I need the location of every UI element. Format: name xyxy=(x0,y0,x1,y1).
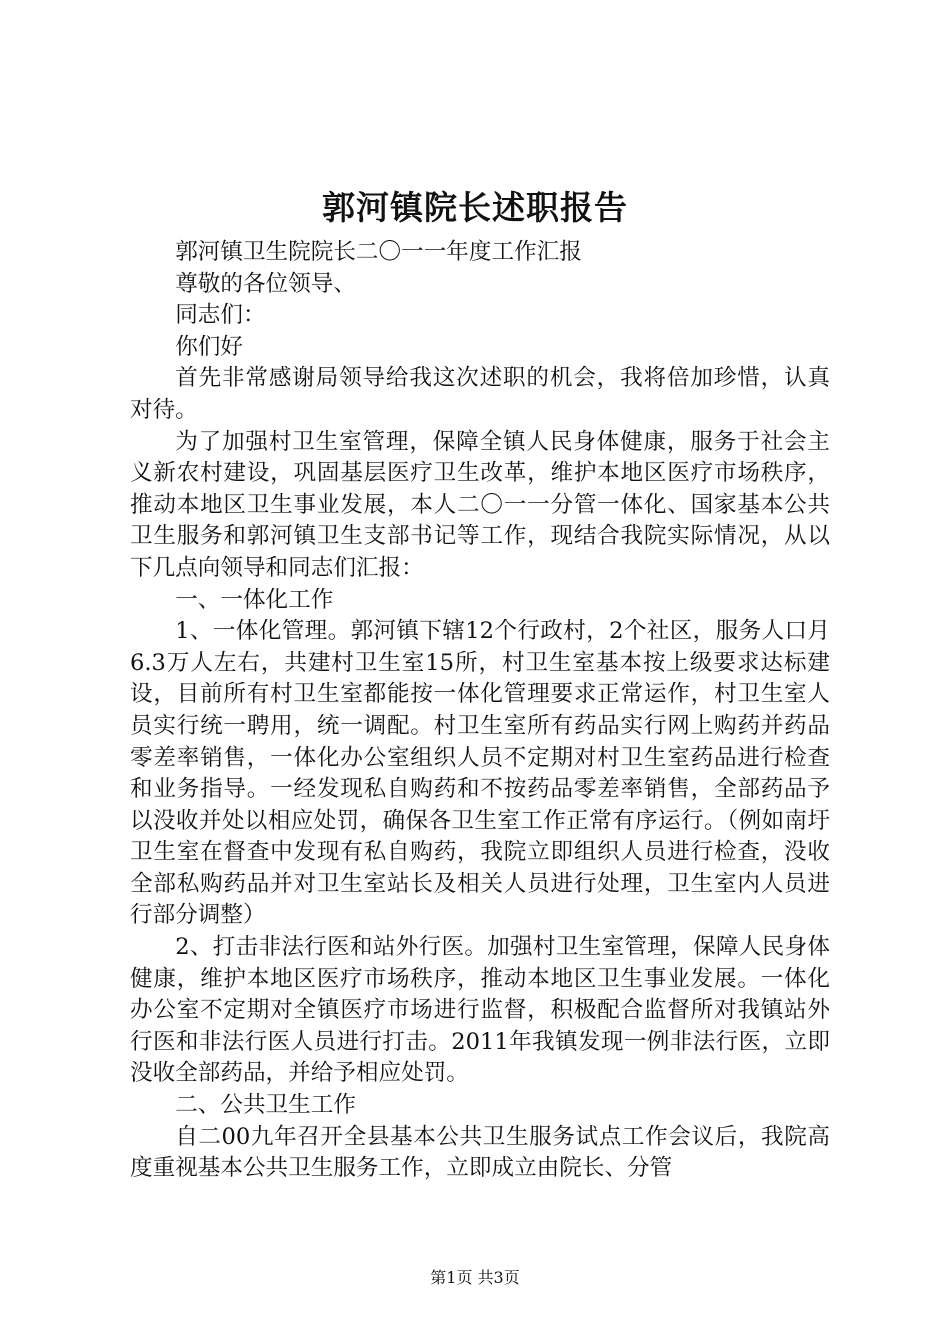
section-heading: 二、公共卫生工作 xyxy=(175,1092,356,1119)
body-paragraph: 首先非常感谢局领导给我这次述职的机会，我将倍加珍惜，认真对待。 xyxy=(130,365,830,423)
salutation-line: 同志们： xyxy=(175,302,266,329)
subtitle-paragraph: 郭河镇卫生院院长二〇一一年度工作汇报 xyxy=(175,239,582,265)
body-paragraph: 1、一体化管理。郭河镇下辖12个行政村，2个社区，服务人口月6.3万人左右，共建村卫生室15所，村卫生室基本按上级要求达标建设，目前所有村卫生室都能按一体化管理要求正常运作，村卫生室人员实行统一聘用，统一调配。村卫生室所有药品实行网上购药并药品零差率销售，一体化办公室组织人员不定期对村卫生室药品进行检查和业务指导。一经发现私自购药和不按药品零差率销售，全部药品予以没收并处以相应处罚，确保各卫生室工作正常有序运行。（例如南圩卫生室在督查中发现有私自购药，我院立即组织人员进行检查，没收全部私购药品并对卫生室站长及相关人员进行处理，卫生室内人员进行部分调整） xyxy=(130,618,830,929)
greeting-line: 你们好 xyxy=(175,333,243,360)
document-body xyxy=(130,237,830,1185)
section-heading: 一、一体化工作 xyxy=(175,586,334,613)
body-paragraph: 2、打击非法行医和站外行医。加强村卫生室管理，保障人民身体健康，维护本地区医疗市场秩序，推动本地区卫生事业发展。一体化办公室不定期对全镇医疗市场进行监督，积极配合监督所对我镇站外行医和非法行医人员进行打击。2011年我镇发现一例非法行医，立即没收全部药品，并给予相应处罚。 xyxy=(130,934,830,1087)
salutation-line: 尊敬的各位领导、 xyxy=(175,270,356,297)
document-title: 郭河镇院长述职报告 xyxy=(322,188,628,227)
page-footer: 第1页 共3页 xyxy=(430,1268,520,1287)
body-paragraph: 自二00九年召开全县基本公共卫生服务试点工作会议后，我院高度重视基本公共卫生服务工作，立即成立由院长、分管 xyxy=(130,1123,830,1182)
body-paragraph: 为了加强村卫生室管理，保障全镇人民身体健康，服务于社会主义新农村建设，巩固基层医疗卫生改革，维护本地区医疗市场秩序，推动本地区卫生事业发展，本人二〇一一分管一体化、国家基本公共卫生服务和郭河镇卫生支部书记等工作，现结合我院实际情况，从以下几点向领导和同志们汇报： xyxy=(130,428,830,581)
